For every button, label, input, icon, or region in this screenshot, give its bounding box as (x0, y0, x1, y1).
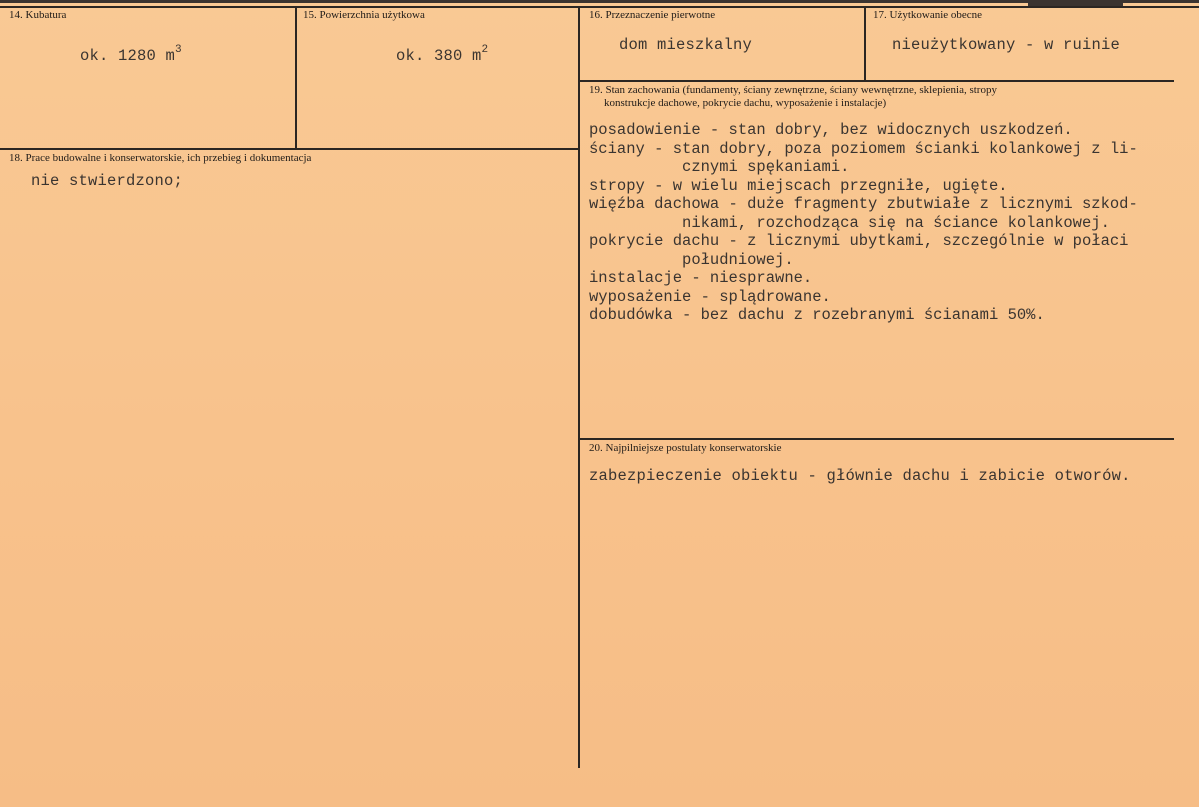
condition-line: nikami, rozchodząca się na ściance kolankowej. (589, 213, 1110, 232)
vrule-14-15 (295, 6, 297, 148)
condition-line: stropy - w wielu miejscach przegniłe, ugięte. (589, 176, 1008, 195)
field-18-value: nie stwierdzono; (31, 172, 184, 190)
field-20-value: zabezpieczenie obiektu - głównie dachu i zabicie otworów. (589, 467, 1131, 485)
field-20-label: 20. Najpilniejsze postulaty konserwatorskie (589, 442, 782, 454)
condition-line: instalacje - niesprawne. (589, 269, 813, 287)
condition-line: cznymi spękaniami. (589, 158, 850, 176)
rule-field20 (580, 438, 1174, 440)
field-15-value (396, 44, 488, 65)
field-18-label: 18. Prace budowalne i konserwatorskie, ich przebieg i dokumentacja (9, 152, 312, 164)
field-14-value (80, 44, 182, 65)
field-14-value-text: ok. 1280 m (80, 47, 176, 65)
field-19-label-line1: 19. Stan zachowania (fundamenty, ściany zewnętrzne, ściany wewnętrzne, sklepienia, stropy (589, 84, 997, 96)
field-15-label: 15. Powierzchnia użytkowa (303, 9, 425, 21)
vrule-16-17 (864, 6, 866, 81)
field-14-label: 14. Kubatura (9, 9, 67, 21)
rule-row1-left (0, 148, 580, 150)
field-14-unit-sup: 3 (175, 44, 182, 56)
condition-line: wyposażenie - splądrowane. (589, 287, 831, 306)
condition-line: dobudówka - bez dachu z rozebranymi ścianami 50%. (589, 306, 1045, 324)
condition-line: południowej. (589, 250, 794, 269)
field-15-unit-sup: 2 (481, 44, 489, 56)
field-16-label: 16. Przeznaczenie pierwotne (589, 9, 716, 21)
field-17-label: 17. Użytkowanie obecne (873, 9, 983, 21)
field-17-value: nieużytkowany - w ruinie (892, 36, 1121, 54)
condition-line: więźba dachowa - duże fragmenty zbutwiałe z licznymi szkod- (589, 195, 1138, 213)
rule-top (0, 6, 1199, 8)
field-16-value: dom mieszkalny (619, 36, 753, 54)
condition-line: posadowienie - stan dobry, bez widocznych uszkodzeń. (589, 121, 1073, 139)
condition-line: ściany - stan dobry, poza poziomem ścianki kolankowej z li- (589, 139, 1138, 158)
condition-line: pokrycie dachu - z licznymi ubytkami, szczególnie w połaci (589, 232, 1129, 250)
vrule-center (578, 6, 580, 768)
field-19-condition-list (589, 121, 1138, 325)
rule-row1-right (580, 80, 1174, 82)
field-19-label-line2: konstrukcje dachowe, pokrycie dachu, wyposażenie i instalacje) (604, 97, 887, 109)
field-15-value-text: ok. 380 m (396, 47, 482, 65)
top-edge-strip (0, 0, 1199, 3)
